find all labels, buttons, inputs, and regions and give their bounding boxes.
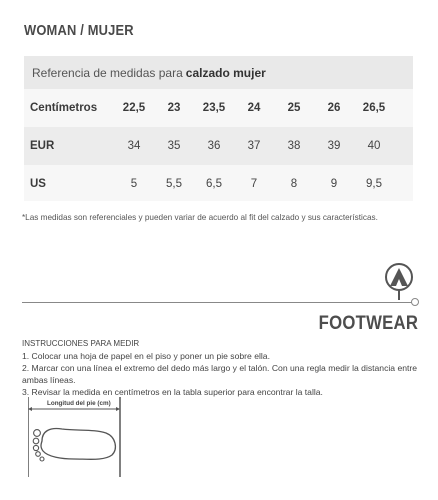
list-item: 1. Colocar una hoja de papel en el piso y poner un pie sobre ella. xyxy=(22,351,270,361)
size-table xyxy=(24,56,413,201)
foot-outline-icon xyxy=(28,397,122,477)
table-cell: 35 xyxy=(167,140,181,152)
instructions-title: INSTRUCCIONES PARA MEDIR xyxy=(22,339,140,348)
table-cell: 34 xyxy=(127,140,141,152)
table-cell: 9,5 xyxy=(366,178,382,190)
instructions-list xyxy=(22,350,438,398)
mountain-logo-icon xyxy=(383,262,415,300)
table-cell: 6,5 xyxy=(206,178,222,190)
list-item: 2. Marcar con una línea el extremo del dedo más largo y el talón. Con una regla medir la distancia entre ambas líneas. xyxy=(22,363,418,385)
page-title: WOMAN / MUJER xyxy=(24,22,134,39)
table-row-us xyxy=(24,165,413,203)
table-cell: 40 xyxy=(367,140,381,152)
table-cell: 9 xyxy=(330,178,338,190)
table-cell: 7 xyxy=(250,178,258,190)
table-cell: 23 xyxy=(167,102,181,114)
table-cell: 23,5 xyxy=(202,102,226,114)
table-cell: 8 xyxy=(290,178,298,190)
diagram-label: Longitud del pie (cm) xyxy=(47,400,111,407)
row-label: US xyxy=(30,178,46,190)
divider-line xyxy=(22,302,414,303)
table-cell: 24 xyxy=(247,102,261,114)
divider-dot xyxy=(411,298,419,306)
footnote: *Las medidas son referenciales y pueden variar de acuerdo al fit del calzado y sus características. xyxy=(22,213,378,222)
row-label: Centímetros xyxy=(30,102,98,114)
list-item: 3. Revisar la medida en centímetros en la tabla superior para encontrar la talla. xyxy=(22,387,323,397)
table-cell: 37 xyxy=(247,140,261,152)
table-row-eur xyxy=(24,127,413,165)
table-heading-bold: calzado mujer xyxy=(185,65,266,80)
table-cell: 22,5 xyxy=(122,102,146,114)
table-cell: 36 xyxy=(207,140,221,152)
brand-wordmark: FOOTWEAR xyxy=(318,313,418,334)
table-cell: 5,5 xyxy=(166,178,182,190)
table-cell: 25 xyxy=(287,102,301,114)
table-cell: 26,5 xyxy=(362,102,386,114)
table-heading xyxy=(24,56,413,89)
table-cell: 38 xyxy=(287,140,301,152)
table-heading-text: Referencia de medidas para xyxy=(32,65,183,80)
size-grid xyxy=(24,89,413,203)
table-cell: 5 xyxy=(130,178,138,190)
table-cell: 26 xyxy=(327,102,341,114)
table-cell: 39 xyxy=(327,140,341,152)
table-row-cm xyxy=(24,89,413,127)
row-label: EUR xyxy=(30,140,55,152)
